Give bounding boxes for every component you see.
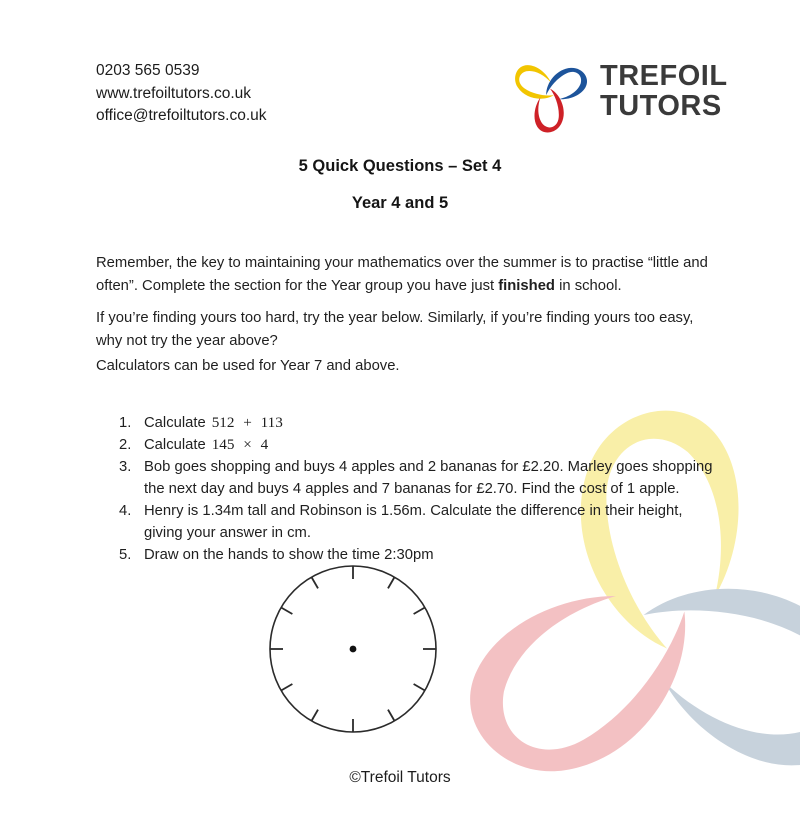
question-item-4: [119, 500, 725, 544]
question-number: 2.: [119, 437, 132, 453]
watermark-blue-loop: [608, 547, 800, 791]
question-text: Bob goes shopping and buys 4 apples and 2 bananas for £2.20. Marley goes shopping the next day and buys 4 apples and 7 bananas for £2.70. Find the cost of 1 apple.: [144, 459, 713, 497]
question-item-1: [119, 412, 725, 434]
question-number: 1.: [119, 415, 132, 431]
question-item-2: [119, 434, 725, 456]
copyright-footer: ©Trefoil Tutors: [349, 769, 451, 786]
math-expression: 145 × 4: [211, 436, 269, 453]
intro-text: [96, 252, 714, 378]
contact-website: www.trefoiltutors.co.uk: [96, 84, 252, 102]
question-list: [119, 412, 725, 566]
logo-wordmark-line2: TUTORS: [600, 90, 722, 122]
logo-blue-loop: [539, 61, 592, 108]
intro-paragraph-1: [96, 252, 714, 298]
intro-paragraph-2: If you’re finding yours too hard, try the year below. Similarly, if you’re finding yours too easy, why not try the year above?: [96, 310, 694, 349]
question-text: [144, 412, 725, 434]
blank-clock-face: [265, 561, 441, 737]
trefoil-logo-icon: [502, 45, 598, 141]
page-title: 5 Quick Questions – Set 4: [298, 157, 502, 175]
question-text: Draw on the hands to show the time 2:30pm: [144, 547, 434, 563]
math-expression: 512 + 113: [211, 414, 283, 431]
logo-wordmark-line1: TREFOIL: [600, 60, 728, 92]
question-number: 4.: [119, 503, 132, 519]
page-subtitle: Year 4 and 5: [351, 194, 449, 212]
question-label: Calculate: [144, 415, 206, 431]
question-label: Calculate: [144, 437, 206, 453]
question-text: Henry is 1.34m tall and Robinson is 1.56m. Calculate the difference in their height, giving your answer in cm.: [144, 503, 683, 541]
intro-p1-after: in school.: [554, 278, 622, 294]
clock-center-dot: [350, 646, 357, 653]
question-number: 5.: [119, 547, 132, 563]
contact-block: [96, 60, 267, 128]
intro-p1-bold-word: finished: [498, 278, 555, 294]
question-item-3: [119, 456, 725, 500]
question-number: 3.: [119, 459, 132, 475]
intro-paragraph-3: Calculators can be used for Year 7 and above.: [96, 358, 400, 374]
question-text: [144, 434, 725, 456]
contact-email: office@trefoiltutors.co.uk: [96, 107, 267, 124]
logo-wordmark: [600, 61, 728, 121]
intro-p1-before: Remember, the key to maintaining your mathematics over the summer is to practise “little and often”. Complete the section for the Year group you have just: [96, 255, 708, 294]
contact-phone: 0203 565 0539: [96, 62, 200, 79]
